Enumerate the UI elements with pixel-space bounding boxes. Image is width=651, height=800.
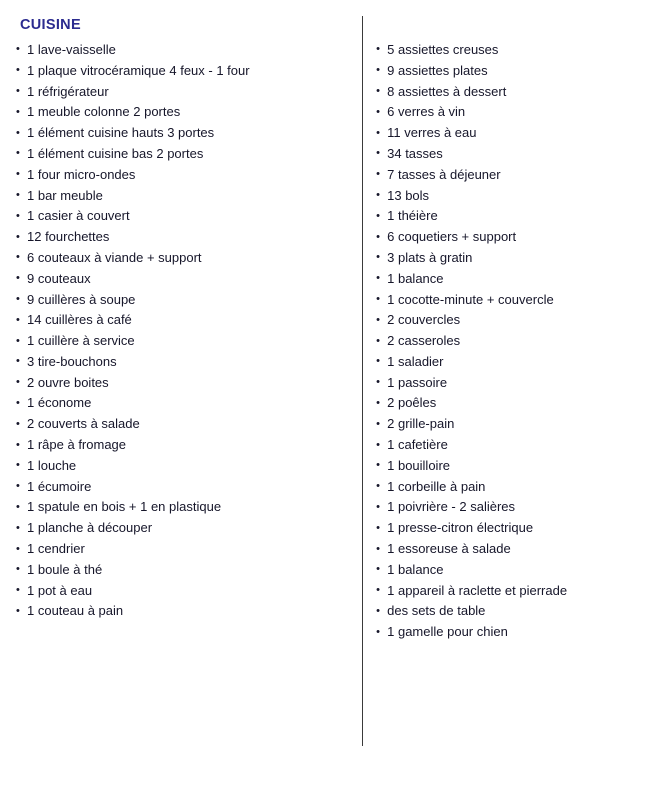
list-item: • 1 essoreuse à salade [376,539,637,560]
list-item: • 2 couvercles [376,310,637,331]
list-item: • 1 réfrigérateur [16,82,340,103]
left-column [14,40,340,622]
list-item: • 3 plats à gratin [376,248,637,269]
list-item: • 1 appareil à raclette et pierrade [376,581,637,602]
list-item: • 2 casseroles [376,331,637,352]
list-item: • 1 gamelle pour chien [376,622,637,643]
list-item: • 1 casier à couvert [16,206,340,227]
list-item: • 14 cuillères à café [16,310,340,331]
list-item: • 1 spatule en bois + 1 en plastique [16,497,340,518]
list-item: • 6 coquetiers + support [376,227,637,248]
list-item: • 1 louche [16,456,340,477]
list-item: • 6 couteaux à viande + support [16,248,340,269]
list-item: • 9 cuillères à soupe [16,290,340,311]
list-item: • 1 cafetière [376,435,637,456]
list-item: • 1 presse-citron électrique [376,518,637,539]
list-item: • 11 verres à eau [376,123,637,144]
list-item: • 1 boule à thé [16,560,340,581]
list-item: • 1 pot à eau [16,581,340,602]
list-item: • 1 bouilloire [376,456,637,477]
list-item: • 1 passoire [376,373,637,394]
list-item: • 1 cendrier [16,539,340,560]
kitchen-inventory-list-left [16,40,340,622]
list-item: • 5 assiettes creuses [376,40,637,61]
list-item: • 1 écumoire [16,477,340,498]
page-title: CUISINE [20,17,81,33]
list-item: • 2 poêles [376,393,637,414]
list-item: • 7 tasses à déjeuner [376,165,637,186]
list-item: • 1 couteau à pain [16,601,340,622]
list-item: • 1 élément cuisine bas 2 portes [16,144,340,165]
list-item: • 9 couteaux [16,269,340,290]
list-item: • 1 économe [16,393,340,414]
list-item: • 12 fourchettes [16,227,340,248]
list-item: • 1 four micro-ondes [16,165,340,186]
list-item: • 1 cuillère à service [16,331,340,352]
list-item: • 3 tire-bouchons [16,352,340,373]
list-item: • 8 assiettes à dessert [376,82,637,103]
column-divider [362,16,363,746]
two-column-layout [14,40,637,643]
list-item: • 1 bar meuble [16,186,340,207]
list-item: • 1 balance [376,269,637,290]
list-item: • des sets de table [376,601,637,622]
list-item: • 2 ouvre boites [16,373,340,394]
list-item: • 1 plaque vitrocéramique 4 feux - 1 four [16,61,340,82]
list-item: • 2 couverts à salade [16,414,340,435]
list-item: • 13 bols [376,186,637,207]
list-item: • 1 planche à découper [16,518,340,539]
list-item: • 9 assiettes plates [376,61,637,82]
list-item: • 2 grille-pain [376,414,637,435]
list-item: • 6 verres à vin [376,102,637,123]
list-item: • 1 élément cuisine hauts 3 portes [16,123,340,144]
list-item: • 1 lave-vaisselle [16,40,340,61]
list-item: • 1 saladier [376,352,637,373]
list-item: • 1 poivrière - 2 salières [376,497,637,518]
list-item: • 1 corbeille à pain [376,477,637,498]
list-item: • 1 meuble colonne 2 portes [16,102,340,123]
list-item: • 1 théière [376,206,637,227]
list-item: • 1 râpe à fromage [16,435,340,456]
list-item: • 34 tasses [376,144,637,165]
list-item: • 1 cocotte-minute + couvercle [376,290,637,311]
kitchen-inventory-list-right [376,40,637,643]
list-item: • 1 balance [376,560,637,581]
right-column [340,40,637,643]
